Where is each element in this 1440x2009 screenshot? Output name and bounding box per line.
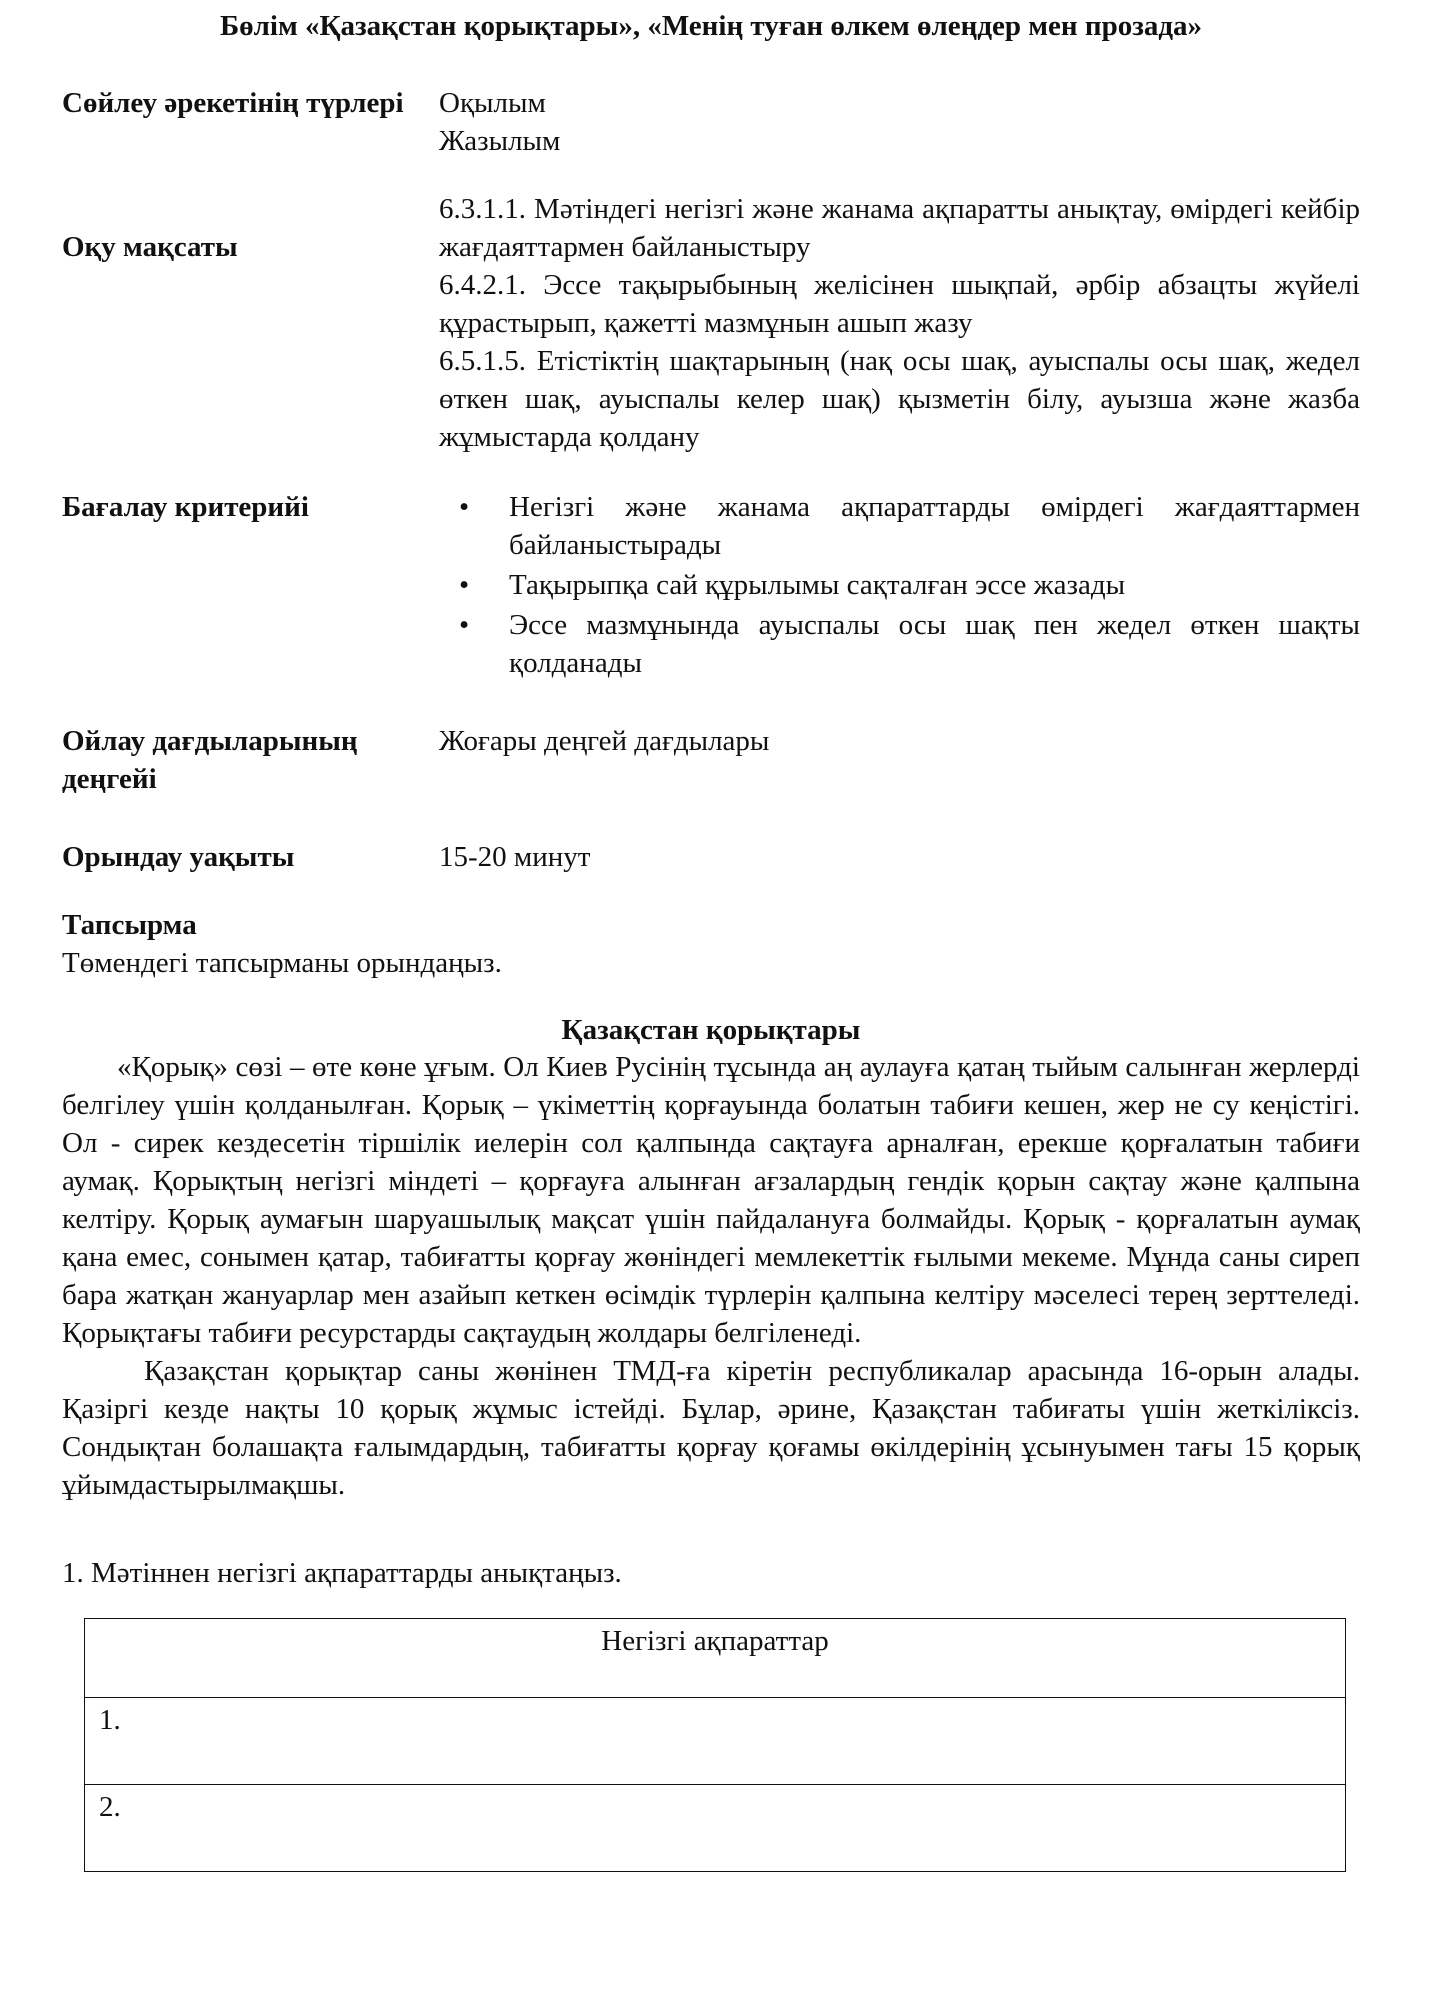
thinking-level-value: Жоғары деңгей дағдылары: [439, 725, 770, 757]
text-paragraph: Қазақстан қорықтар саны жөнінен ТМД-ға кіретін республикалар арасында 16-орын алады. Қазіргі кезде нақты 10 қорық жұмыс істейді. Бұлар, әрине, Қазақстан табиғаты үшін жеткіліксіз. Сондықтан болашақта ғалымдардың, табиғатты қорғау қоғамы өкілдерінің ұсынуымен тағы 15 қорық ұйымдастырылмақшы.: [62, 1355, 1360, 1501]
assessment-criteria-list: [439, 488, 1360, 682]
assessment-criteria-row: [62, 488, 1360, 684]
speech-types-row: [62, 84, 1360, 160]
learning-objectives-list: [439, 190, 1360, 456]
assessment-criteria-list-wrapper: [439, 488, 1360, 684]
learning-objectives-label: Оқу мақсаты: [62, 231, 238, 263]
speech-type-reading: Оқылым: [439, 87, 546, 119]
text-title: Қазақстан қорықтары: [561, 1014, 861, 1046]
criteria-item-text: Негізгі және жанама ақпараттарды өмірдегі жағдаяттармен байланыстырады: [509, 491, 1360, 561]
criteria-item-text: Тақырыпқа сай құрылымы сақталған эссе жазады: [509, 569, 1126, 601]
time-row: [62, 838, 1360, 876]
learning-objective-item: 6.4.2.1. Эссе тақырыбының желісінен шықпай, әрбір абзацты жүйелі құрастырып, қажетті мазмұнын ашып жазу: [439, 269, 1360, 339]
task-heading: Тапсырма: [62, 909, 197, 941]
text-paragraph: «Қорық» сөзі – өте көне ұғым. Ол Киев Русінің тұсында аң аулауға қатаң тыйым салынған жерлерді белгілеу үшін қолданылған. Қорық – үкіметтің қорғауында болатын табиғи кешен, жер не су кеңістігі. Ол - сирек кездесетін тіршілік иелерін сол қалпында сақтауға арналған, ерекше қорғалатын табиғи аумақ. Қорықтың негізгі міндеті – қорғауға алынған ағзалардың гендік қорын сақтау және қалпына келтіру. Қорық аумағын шаруашылық мақсат үшін пайдалануға болмайды. Қорық - қорғалатын аумақ қана емес, сонымен қатар, табиғатты қорғау жөніндегі мемлекеттік ғылыми мекеме. Мұнда саны сиреп бара жатқан жануарлар мен азайып кеткен өсімдік түрлерін қалпына келтіру мәселесі терең зерттеледі. Қорықтағы табиғи ресурстарды сақтаудың жолдары белгіленеді.: [62, 1051, 1360, 1349]
learning-objective-item: 6.5.1.5. Етістіктің шақтарының (нақ осы шақ, ауыспалы осы шақ, жедел өткен шақ, ауыспалы келер шақ) қызметін білу, ауызша және жазба жұмыстарда қолдану: [439, 345, 1360, 453]
thinking-level-label: Ойлау дағдыларының деңгейі: [62, 725, 358, 795]
thinking-level-row: [62, 722, 1360, 798]
document-title: Бөлім «Қазақстан қорықтары», «Менің туған өлкем өлеңдер мен прозада»: [219, 10, 1203, 42]
criteria-list-item: [439, 606, 1360, 682]
time-label: Орындау уақыты: [62, 841, 295, 873]
table-row: [85, 1785, 1346, 1872]
question-text: 1. Мәтіннен негізгі ақпараттарды анықтаңыз.: [62, 1557, 622, 1589]
criteria-list-item: [439, 488, 1360, 564]
bullet-icon: •: [459, 569, 470, 601]
bullet-icon: •: [459, 491, 470, 523]
answer-table: [84, 1618, 1346, 1872]
speech-type-writing: Жазылым: [439, 125, 561, 157]
learning-objectives-row: [62, 190, 1360, 456]
answer-cell[interactable]: 1.: [85, 1698, 1346, 1785]
table-header-row: [85, 1619, 1346, 1698]
bullet-icon: •: [459, 609, 470, 641]
time-value: 15-20 минут: [439, 841, 591, 873]
learning-objective-item: 6.3.1.1. Мәтіндегі негізгі және жанама ақпаратты анықтау, өмірдегі кейбір жағдаяттармен байланыстыру: [439, 193, 1360, 263]
table-row: [85, 1698, 1346, 1785]
criteria-list-item: [439, 566, 1360, 604]
assessment-criteria-label: Бағалау критерийі: [62, 491, 309, 523]
speech-types-values: [439, 84, 1360, 160]
table-header-cell: Негізгі ақпараттар: [85, 1619, 1346, 1698]
answer-cell[interactable]: 2.: [85, 1785, 1346, 1872]
task-instruction: Төмендегі тапсырманы орындаңыз.: [62, 947, 502, 979]
speech-types-label: Сөйлеу әрекетінің түрлері: [62, 87, 404, 119]
criteria-item-text: Эссе мазмұнында ауыспалы осы шақ пен жедел өткен шақты қолданады: [509, 609, 1360, 679]
